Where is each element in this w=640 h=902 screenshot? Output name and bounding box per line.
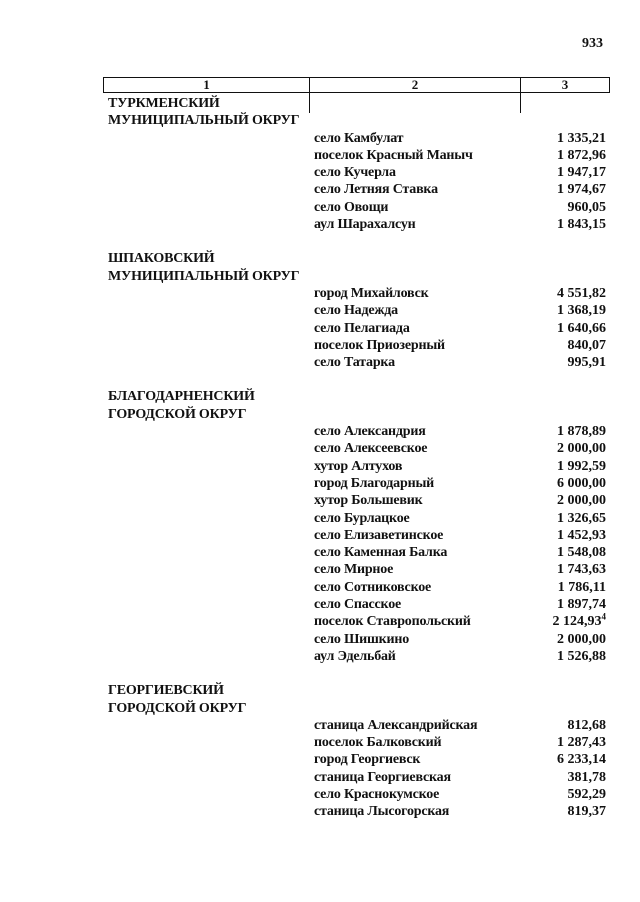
settlement-name: город Михайловск — [314, 285, 429, 301]
settlement-value — [544, 803, 610, 820]
page-number: 933 — [582, 36, 603, 51]
settlement-name: село Каменная Балка — [314, 545, 448, 561]
table-row — [108, 337, 610, 354]
settlement-value — [544, 302, 610, 319]
table-row — [108, 527, 610, 544]
settlement-name: село Краснокумское — [314, 786, 440, 802]
settlement-name: хутор Большевик — [314, 493, 423, 509]
table-row — [108, 544, 610, 561]
value-text: 1 287,43 — [557, 735, 606, 751]
value-text: 1 897,74 — [557, 597, 606, 613]
settlement-value — [544, 510, 610, 527]
table-row — [108, 130, 610, 147]
table-row — [108, 320, 610, 337]
value-text: 1 872,96 — [557, 147, 606, 163]
settlement-name: село Шишкино — [314, 631, 410, 647]
value-text: 6 233,14 — [557, 752, 606, 768]
district-name-line: ГЕОРГИЕВСКИЙ — [108, 683, 224, 699]
settlement-name: село Кучерла — [314, 165, 396, 181]
table-row — [108, 648, 610, 665]
table-row — [108, 354, 610, 371]
table-row — [108, 596, 610, 613]
settlement-name: поселок Балковский — [314, 735, 442, 751]
table-row — [108, 510, 610, 527]
value-text: 1 548,08 — [557, 545, 606, 561]
value-text: 6 000,00 — [557, 475, 606, 491]
table-row — [108, 492, 610, 509]
value-text: 1 992,59 — [557, 458, 606, 474]
table-row — [108, 561, 610, 578]
settlement-name: село Елизаветинское — [314, 527, 444, 543]
value-text: 840,07 — [567, 337, 606, 353]
settlement-value — [544, 423, 610, 440]
district-section — [108, 388, 610, 665]
settlement-name: станица Александрийская — [314, 717, 478, 733]
district-section — [108, 250, 610, 371]
settlement-value — [544, 216, 610, 233]
value-text: 960,05 — [567, 199, 606, 215]
value-text: 1 452,93 — [557, 527, 606, 543]
settlement-name: город Георгиевск — [314, 752, 421, 768]
settlement-name: поселок Красный Маныч — [314, 147, 473, 163]
value-text: 2 000,00 — [557, 441, 606, 457]
settlement-value — [544, 337, 610, 354]
settlement-name: село Овощи — [314, 199, 389, 215]
settlement-value — [544, 596, 610, 613]
settlement-name: село Бурлацкое — [314, 510, 410, 526]
table-row — [108, 181, 610, 198]
settlement-value — [544, 164, 610, 181]
settlement-value — [544, 320, 610, 337]
settlement-name: село Камбулат — [314, 130, 404, 146]
value-text: 2 000,00 — [557, 631, 606, 647]
header-col-2: 2 — [310, 78, 521, 92]
settlement-value — [544, 285, 610, 302]
value-text: 2 124,93 — [552, 614, 602, 630]
settlement-name: поселок Приозерный — [314, 337, 445, 353]
table-row — [108, 631, 610, 648]
table-row — [108, 440, 610, 457]
settlement-name: село Алексеевское — [314, 441, 428, 457]
value-text: 1 843,15 — [557, 217, 606, 233]
value-text: 4 551,82 — [557, 285, 606, 301]
value-text: 592,29 — [567, 786, 606, 802]
table-row — [108, 769, 610, 786]
settlement-value — [544, 458, 610, 475]
table-row — [108, 285, 610, 302]
settlement-value — [544, 527, 610, 544]
settlement-value — [544, 561, 610, 578]
settlement-value — [544, 475, 610, 492]
settlement-value — [544, 734, 610, 751]
header-col-1: 1 — [104, 78, 310, 92]
value-text: 1 326,65 — [557, 510, 606, 526]
value-text: 1 878,89 — [557, 424, 606, 440]
district-name-line: ШПАКОВСКИЙ — [108, 251, 215, 267]
settlement-value — [544, 751, 610, 768]
value-text: 1 640,66 — [557, 320, 606, 336]
table-row — [108, 423, 610, 440]
settlement-value — [544, 492, 610, 509]
settlement-value — [544, 130, 610, 147]
settlement-name: село Татарка — [314, 355, 395, 371]
settlement-name: село Пелагиада — [314, 320, 410, 336]
settlement-name: аул Шарахалсун — [314, 217, 416, 233]
settlement-value — [544, 717, 610, 734]
value-text: 819,37 — [567, 804, 606, 820]
value-text: 1 743,63 — [557, 562, 606, 578]
settlement-value — [544, 354, 610, 371]
settlement-name: село Спасское — [314, 597, 402, 613]
value-text: 812,68 — [567, 717, 606, 733]
table-row — [108, 734, 610, 751]
district-name-line: ГОРОДСКОЙ ОКРУГ — [108, 700, 247, 716]
settlement-value — [544, 648, 610, 665]
table-row — [108, 475, 610, 492]
value-text: 1 786,11 — [557, 579, 606, 595]
settlement-name: село Летняя Ставка — [314, 182, 438, 198]
table-row — [108, 613, 610, 630]
settlement-name: поселок Ставропольский — [314, 614, 471, 630]
district-name — [108, 95, 308, 130]
district-name-line: ГОРОДСКОЙ ОКРУГ — [108, 406, 247, 422]
district-section — [108, 95, 610, 233]
table-row — [108, 302, 610, 319]
district-name-line: МУНИЦИПАЛЬНЫЙ ОКРУГ — [108, 268, 300, 284]
value-text: 2 000,00 — [557, 493, 606, 509]
settlement-value — [544, 579, 610, 596]
table-body — [108, 95, 610, 838]
settlement-value — [544, 613, 610, 630]
settlement-name: село Надежда — [314, 303, 398, 319]
footnote-marker: 4 — [601, 611, 606, 622]
settlement-name: станица Георгиевская — [314, 769, 451, 785]
value-text: 1 368,19 — [557, 303, 606, 319]
settlement-name: станица Лысогорская — [314, 804, 450, 820]
value-text: 381,78 — [567, 769, 606, 785]
settlement-name: село Мирное — [314, 562, 394, 578]
settlement-value — [544, 147, 610, 164]
table-row — [108, 216, 610, 233]
table-row — [108, 717, 610, 734]
district-name-line: БЛАГОДАРНЕНСКИЙ — [108, 389, 255, 405]
table-row — [108, 579, 610, 596]
district-name — [108, 682, 308, 717]
table-row — [108, 458, 610, 475]
settlement-name: хутор Алтухов — [314, 458, 403, 474]
value-text: 1 526,88 — [557, 648, 606, 664]
settlement-name: село Александрия — [314, 424, 426, 440]
settlement-value — [544, 181, 610, 198]
district-name-line: ТУРКМЕНСКИЙ — [108, 96, 220, 111]
value-text: 1 974,67 — [557, 182, 606, 198]
settlement-name: город Благодарный — [314, 475, 435, 491]
table-row — [108, 164, 610, 181]
settlement-value — [544, 440, 610, 457]
settlement-value — [544, 199, 610, 216]
district-name — [108, 250, 308, 285]
district-section — [108, 682, 610, 820]
value-text: 1 947,17 — [557, 165, 606, 181]
table-row — [108, 199, 610, 216]
table-header — [103, 77, 610, 93]
table-row — [108, 786, 610, 803]
settlement-name: аул Эдельбай — [314, 648, 396, 664]
settlement-name: село Сотниковское — [314, 579, 432, 595]
table-row — [108, 147, 610, 164]
header-col-3: 3 — [561, 77, 569, 92]
settlement-value — [544, 769, 610, 786]
table-row — [108, 803, 610, 820]
value-text: 995,91 — [567, 355, 606, 371]
table-row — [108, 751, 610, 768]
district-name-line: МУНИЦИПАЛЬНЫЙ ОКРУГ — [108, 113, 300, 129]
settlement-value — [544, 786, 610, 803]
district-name — [108, 388, 308, 423]
settlement-value — [544, 631, 610, 648]
value-text: 1 335,21 — [557, 130, 606, 146]
settlement-value — [544, 544, 610, 561]
